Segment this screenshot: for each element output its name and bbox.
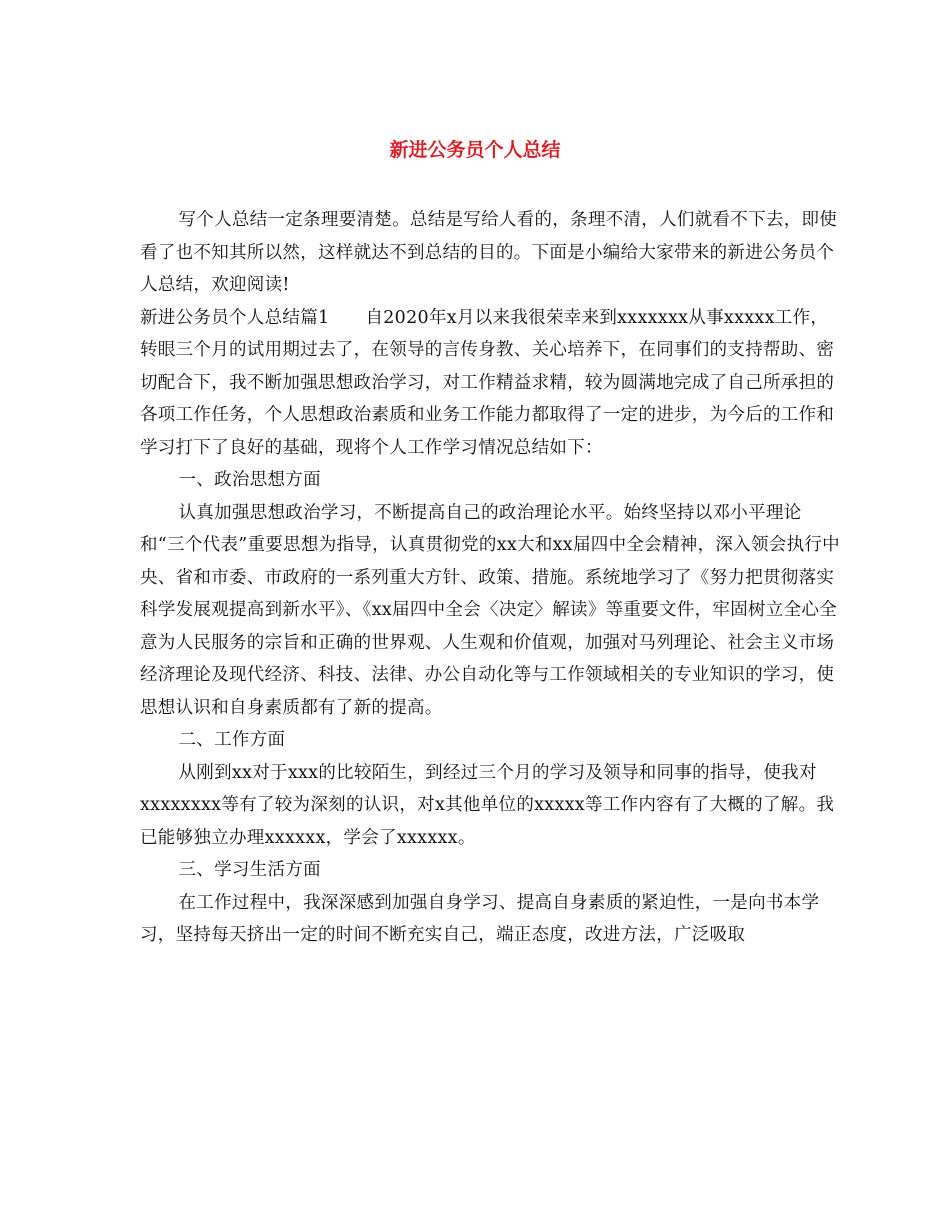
document-body xyxy=(140,204,840,952)
section-heading: 三、学习生活方面 xyxy=(178,860,321,880)
article-opening-text: 自2020年x月以来我很荣幸来到xxxxxxx从事xxxxx工作，转眼三个月的试用期过去了，在领导的言传身教、关心培养下，在同事们的支持帮助、密切配合下，我不断加强思想政治学习，对工作精益求精，较为圆满地完成了自己所承担的各项工作任务，个人思想政治素质和业务工作能力都取得了一定的进步，为今后的工作和学习打下了良好的基础，现将个人工作学习情况总结如下： xyxy=(140,307,835,458)
article-opening-paragraph xyxy=(140,302,840,465)
section-heading: 二、工作方面 xyxy=(178,730,286,750)
section-body: 认真加强思想政治学习，不断提高自己的政治理论水平。始终坚持以邓小平理论和“三个代表”重要思想为指导，认真贯彻党的xx大和xx届四中全会精神，深入领会执行中央、省和市委、市政府的一系列重大方针、政策、措施。系统地学习了《努力把贯彻落实科学发展观提高到新水平》、《xx届四中全会〈决定〉解读》等重要文件，牢固树立全心全意为人民服务的宗旨和正确的世界观、人生观和价值观，加强对马列理论、社会主义市场经济理论及现代经济、科技、法律、办公自动化等与工作领域相关的专业知识的学习，使思想认识和自身素质都有了新的提高。 xyxy=(140,502,840,718)
intro-paragraph: 写个人总结一定条理要清楚。总结是写给人看的，条理不清，人们就看不下去，即使看了也不知其所以然，这样就达不到总结的目的。下面是小编给大家带来的新进公务员个人总结，欢迎阅读! xyxy=(140,210,838,295)
section-heading: 一、政治思想方面 xyxy=(178,470,321,490)
section-body: 从刚到xx对于xxx的比较陌生，到经过三个月的学习及领导和同事的指导，使我对xxxxxxxx等有了较为深刻的认识，对x其他单位的xxxxx等工作内容有了大概的了解。我已能够独立办理xxxxxx，学会了xxxxxx。 xyxy=(140,762,835,848)
section-body: 在工作过程中，我深深感到加强自身学习、提高自身素质的紧迫性，一是向书本学习，坚持每天挤出一定的时间不断充实自己，端正态度，改进方法，广泛吸取 xyxy=(140,892,820,945)
document-title: 新进公务员个人总结 xyxy=(389,139,561,161)
article-label: 新进公务员个人总结篇1 xyxy=(140,307,330,328)
